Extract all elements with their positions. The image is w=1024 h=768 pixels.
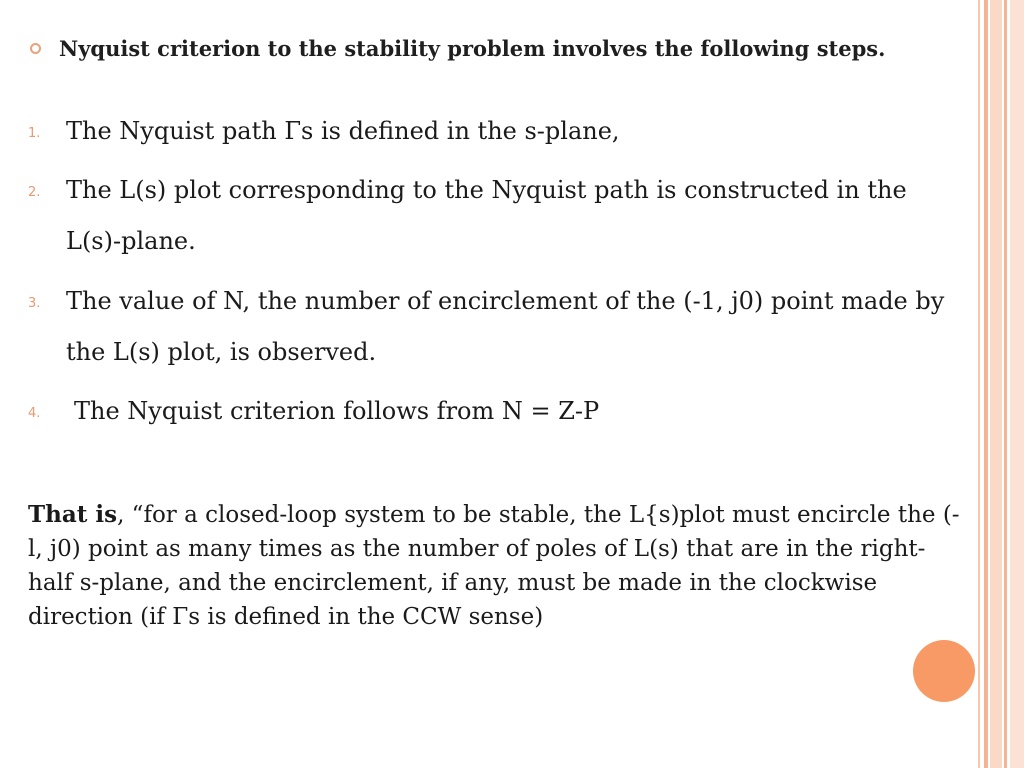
conclusion-paragraph <box>28 498 963 634</box>
step-number: 2. <box>28 185 41 200</box>
step-text: The value of N, the number of encirclement of the (-1, j0) point made by the L(s) plot, is observed. <box>66 287 945 366</box>
step-text: The L(s) plot corresponding to the Nyquist path is constructed in the L(s)-plane. <box>66 176 907 255</box>
step-number: 1. <box>28 126 41 141</box>
step-text: The Nyquist criterion follows from N = Z-P <box>74 397 600 425</box>
step-item-4 <box>28 386 948 437</box>
step-number: 3. <box>28 296 41 311</box>
intro-bullet <box>30 34 930 64</box>
step-item-1 <box>28 106 948 157</box>
border-stripe <box>990 0 1002 768</box>
step-text: The Nyquist path Γs is defined in the s-plane, <box>66 117 620 145</box>
step-number: 4. <box>28 406 41 421</box>
decorative-circle <box>913 640 975 702</box>
border-stripe <box>1004 0 1007 768</box>
conclusion-lead: That is <box>28 501 118 528</box>
border-stripe <box>1010 0 1024 768</box>
border-stripe <box>984 0 988 768</box>
step-item-3 <box>28 276 948 378</box>
border-stripe <box>978 0 980 768</box>
conclusion-text: , “for a closed-loop system to be stable, the L{s)plot must encircle the (-l, j0) point as many times as the number of poles of L(s) that are in the right-half s-plane, and the encirclement, if any, must be made in the clockwise direction (if Γs is defined in the CCW sense) <box>28 502 960 630</box>
circle-bullet-icon <box>30 43 41 54</box>
intro-text: Nyquist criterion to the stability problem involves the following steps. <box>59 36 886 61</box>
step-item-2 <box>28 165 948 267</box>
